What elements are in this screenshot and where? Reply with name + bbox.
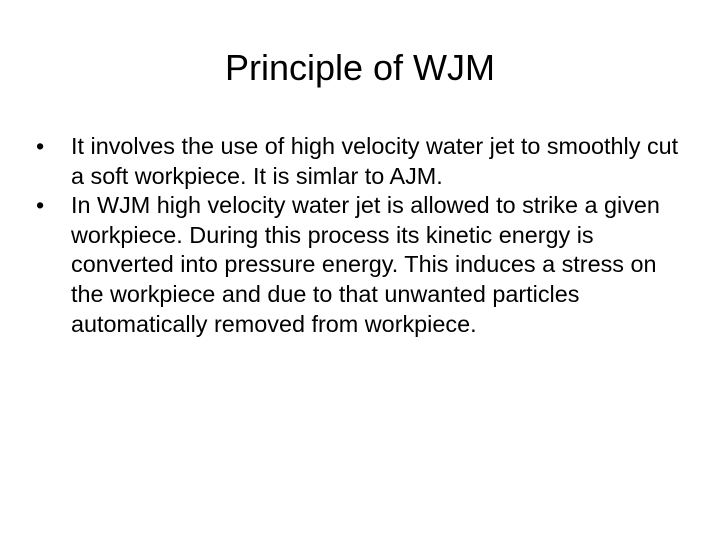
bullet-item [36, 191, 688, 339]
bullet-list [36, 132, 688, 339]
bullet-item [36, 132, 688, 191]
bullet-text: In WJM high velocity water jet is allowed to strike a given workpiece. During this process its kinetic energy is converted into pressure energy. This induces a stress on the workpiece and due to that unwanted particles automatically removed from workpiece. [71, 192, 660, 337]
bullet-text: It involves the use of high velocity water jet to smoothly cut a soft workpiece. It is simlar to AJM. [71, 133, 679, 189]
bullet-marker: • [36, 192, 45, 219]
slide-title: Principle of WJM [224, 47, 496, 88]
bullet-marker: • [36, 133, 45, 159]
